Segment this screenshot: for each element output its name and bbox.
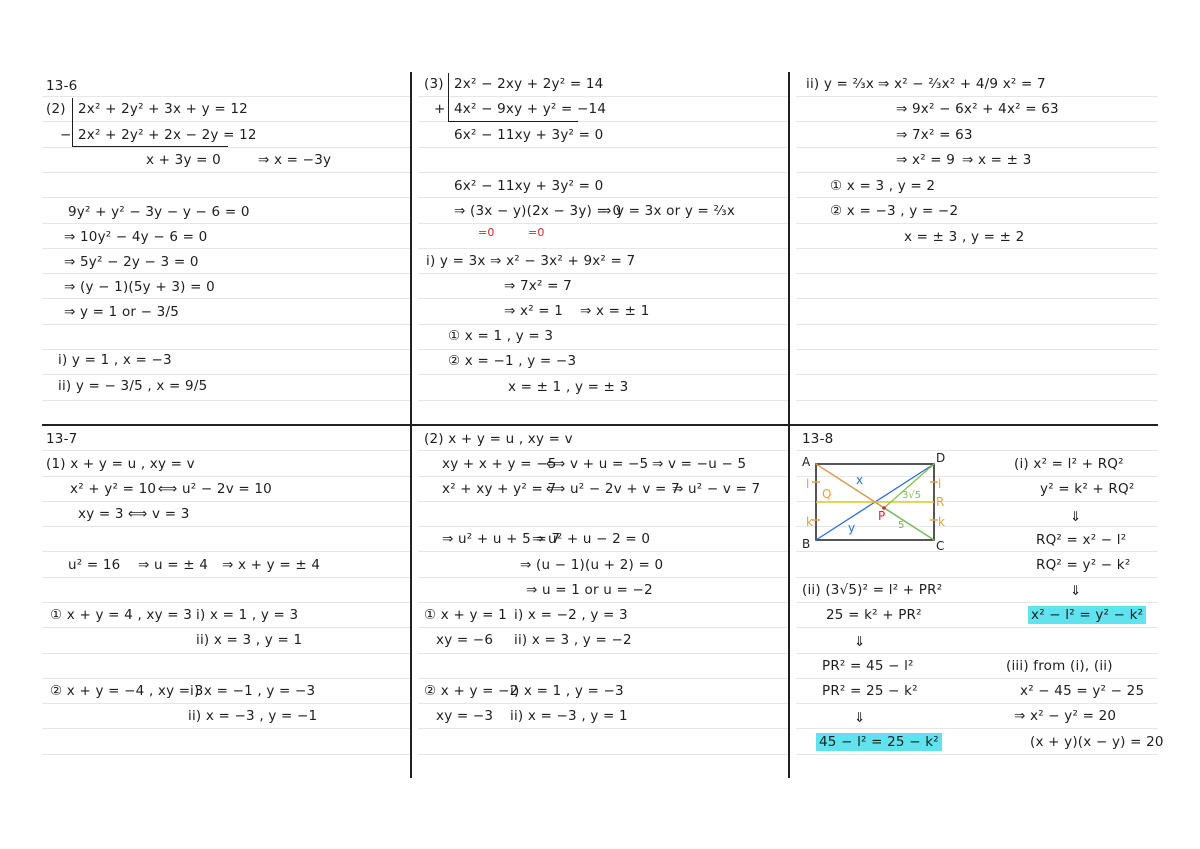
- math-line: ⇒ (u − 1)(u + 2) = 0: [520, 557, 664, 573]
- section-label-13-7: 13-7: [46, 431, 78, 447]
- math-line: x = ± 3 , y = ± 2: [904, 229, 1025, 245]
- vertex-label: B: [802, 537, 811, 551]
- math-line: ⇓: [854, 634, 866, 650]
- ruled-line: [418, 400, 788, 401]
- ruled-line: [42, 248, 410, 249]
- math-line: 2x² + 2y² + 2x − 2y = 12: [78, 127, 257, 143]
- math-line: ⇒ u = ± 4: [138, 557, 209, 573]
- math-line: PR² = 45 − l²: [822, 658, 914, 674]
- math-line: ⇓: [854, 710, 866, 726]
- math-line: x + 3y = 0: [146, 152, 221, 168]
- math-line: RQ² = x² − l²: [1036, 532, 1127, 548]
- math-line: xy = −3: [436, 708, 494, 724]
- math-line: xy + x + y = −5: [442, 456, 557, 472]
- math-line: ⇒ 10y² − 4y − 6 = 0: [64, 229, 208, 245]
- math-line: ① x = 3 , y = 2: [830, 178, 936, 194]
- ruled-line: [418, 526, 788, 527]
- highlighted-result: 45 − l² = 25 − k²: [816, 733, 942, 751]
- ruled-line: [42, 96, 410, 97]
- math-line: ⟺ v + u = −5: [546, 456, 649, 472]
- math-line: ⇒ x + y = ± 4: [222, 557, 321, 573]
- ruled-line: [42, 374, 410, 375]
- ruled-line: [796, 653, 1158, 654]
- math-line: (3): [424, 76, 444, 92]
- math-line: ⇒ x² = 1: [504, 303, 564, 319]
- segment-label: l: [938, 477, 942, 491]
- math-line: ⇒ y = 1 or − 3/5: [64, 304, 179, 320]
- ruled-line: [796, 703, 1158, 704]
- ruled-line: [42, 627, 410, 628]
- ruled-line: [796, 349, 1158, 350]
- math-line: 6x² − 11xy + 3y² = 0: [454, 127, 604, 143]
- math-line: 25 = k² + PR²: [826, 607, 922, 623]
- math-line: ⇒ x² = 9: [896, 152, 956, 168]
- math-line: ② x + y = −4 , xy = 3: [50, 683, 204, 699]
- ruled-line: [418, 653, 788, 654]
- ruled-line: [796, 223, 1158, 224]
- math-line: 2x² + 2y² + 3x + y = 12: [78, 101, 248, 117]
- segment-label: x: [856, 473, 864, 487]
- ruled-line: [42, 551, 410, 552]
- math-line: ⇒ x = ± 1: [580, 303, 650, 319]
- math-line: ① x + y = 1: [424, 607, 507, 623]
- math-line: (1) x + y = u , xy = v: [46, 456, 195, 472]
- math-line: −: [60, 127, 72, 143]
- math-line: i) x = −1 , y = −3: [190, 683, 316, 699]
- segment-label: l: [806, 477, 810, 491]
- bracket-bar: [448, 73, 449, 121]
- math-line: 2x² − 2xy + 2y² = 14: [454, 76, 604, 92]
- math-line: 4x² − 9xy + y² = −14: [454, 101, 607, 117]
- math-line: i) x = 1 , y = 3: [196, 607, 299, 623]
- ruled-line: [418, 298, 788, 299]
- math-line: ii) y = ⅔x: [806, 76, 875, 92]
- math-line: y² = k² + RQ²: [1040, 481, 1135, 497]
- ruled-line: [796, 298, 1158, 299]
- math-line: ⇒ u² − v = 7: [672, 481, 761, 497]
- math-line: u² = 16: [68, 557, 121, 573]
- ruled-line: [42, 273, 410, 274]
- ruled-line: [418, 551, 788, 552]
- math-line: ⟺ u² − 2v = 10: [158, 481, 272, 497]
- segment-label: k: [806, 515, 813, 529]
- math-line: ii) x = −3 , y = 1: [510, 708, 628, 724]
- ruled-line: [796, 400, 1158, 401]
- ruled-line: [796, 754, 1158, 755]
- math-line: i) x = 1 , y = −3: [510, 683, 624, 699]
- section-label-13-6: 13-6: [46, 78, 78, 94]
- rectangle-diagram: [798, 452, 978, 552]
- math-line: RQ² = y² − k²: [1036, 557, 1131, 573]
- ruled-line: [418, 450, 788, 451]
- math-line: (iii) from (i), (ii): [1006, 658, 1113, 674]
- math-line: ⇒ (y − 1)(5y + 3) = 0: [64, 279, 215, 295]
- math-line: ⇒ u = 1 or u = −2: [526, 582, 653, 598]
- vertex-label: A: [802, 455, 811, 469]
- ruled-line: [418, 754, 788, 755]
- bracket-bar: [72, 98, 73, 146]
- math-line: 6x² − 11xy + 3y² = 0: [454, 178, 604, 194]
- math-line: ② x = −3 , y = −2: [830, 203, 959, 219]
- sum-underline: [72, 146, 228, 147]
- math-line: ⇒ x² − y² = 20: [1014, 708, 1117, 724]
- math-line: ii) y = − 3/5 , x = 9/5: [58, 378, 208, 394]
- ruled-line: [418, 172, 788, 173]
- ruled-line: [42, 400, 410, 401]
- ruled-line: [796, 273, 1158, 274]
- math-line: PR² = 25 − k²: [822, 683, 918, 699]
- math-line: xy = −6: [436, 632, 494, 648]
- vertex-label: D: [936, 452, 946, 465]
- ruled-line: [42, 223, 410, 224]
- math-line: ⇒ x² − ⅔x² + 4/9 x² = 7: [878, 76, 1046, 92]
- math-line: ⇒ 5y² − 2y − 3 = 0: [64, 254, 199, 270]
- ruled-line: [418, 273, 788, 274]
- math-line: ⇓: [1070, 583, 1082, 599]
- math-line: x = ± 1 , y = ± 3: [508, 379, 629, 395]
- math-line: ⇒ (3x − y)(2x − 3y) = 0: [454, 203, 622, 219]
- ruled-line: [796, 121, 1158, 122]
- math-line: x² − 45 = y² − 25: [1020, 683, 1145, 699]
- ruled-line: [42, 703, 410, 704]
- ruled-line: [418, 374, 788, 375]
- vertex-label: Q: [822, 487, 832, 501]
- ruled-line: [796, 678, 1158, 679]
- ruled-line: [42, 602, 410, 603]
- ruled-line: [42, 197, 410, 198]
- ruled-line: [42, 298, 410, 299]
- ruled-line: [796, 374, 1158, 375]
- math-line: ⇓: [1070, 509, 1082, 525]
- segment-label: 5: [898, 520, 905, 531]
- ruled-line: [42, 754, 410, 755]
- ruled-line: [796, 147, 1158, 148]
- math-line: ⇒ 7x² = 63: [896, 127, 973, 143]
- math-line: ii) x = 3 , y = 1: [196, 632, 303, 648]
- math-line: ⟺ v = 3: [128, 506, 190, 522]
- math-line: ② x = −1 , y = −3: [448, 353, 577, 369]
- math-line: x² + xy + y² = 7: [442, 481, 557, 497]
- math-line: ① x + y = 4 , xy = 3: [50, 607, 193, 623]
- highlighted-result: x² − l² = y² − k²: [1028, 606, 1146, 624]
- vertex-label: C: [936, 539, 945, 552]
- ruled-line: [796, 627, 1158, 628]
- ruled-line: [42, 678, 410, 679]
- math-line: ⇒ u² + u + 5 = 7: [442, 531, 561, 547]
- math-line: ⇒ v = −u − 5: [652, 456, 747, 472]
- ruled-line: [796, 324, 1158, 325]
- math-line: ② x + y = −2: [424, 683, 519, 699]
- ruled-line: [796, 96, 1158, 97]
- ruled-line: [418, 96, 788, 97]
- ruled-line: [796, 197, 1158, 198]
- math-line: ii) x = −3 , y = −1: [188, 708, 318, 724]
- ruled-line: [418, 627, 788, 628]
- ruled-line: [42, 577, 410, 578]
- math-line: (ii) (3√5)² = l² + PR²: [802, 582, 943, 598]
- ruled-line: [418, 577, 788, 578]
- ruled-line: [42, 324, 410, 325]
- ruled-line: [418, 223, 788, 224]
- sum-underline: [448, 121, 578, 122]
- math-line: (2): [46, 101, 66, 117]
- segment-label: k: [938, 515, 945, 529]
- annotation-zero: =0: [478, 226, 495, 239]
- math-line: (2) x + y = u , xy = v: [424, 431, 573, 447]
- math-line: i) x = −2 , y = 3: [514, 607, 628, 623]
- ruled-line: [42, 172, 410, 173]
- ruled-line: [42, 121, 410, 122]
- ruled-line: [42, 147, 410, 148]
- math-line: ⇒ y = 3x or y = ⅔x: [600, 203, 736, 219]
- ruled-line: [418, 678, 788, 679]
- segment-label: 3√5: [902, 490, 922, 501]
- math-line: ⇒ 9x² − 6x² + 4x² = 63: [896, 101, 1059, 117]
- ruled-line: [796, 728, 1158, 729]
- ruled-line: [42, 653, 410, 654]
- math-line: ⇒ 7x² = 7: [504, 278, 572, 294]
- vertex-label: R: [936, 495, 945, 509]
- math-line: ⇒ x = −3y: [258, 152, 332, 168]
- row-divider: [42, 424, 1158, 426]
- ruled-line: [418, 728, 788, 729]
- ruled-line: [418, 248, 788, 249]
- ruled-line: [796, 577, 1158, 578]
- ruled-line: [796, 172, 1158, 173]
- ruled-line: [418, 602, 788, 603]
- ruled-line: [42, 728, 410, 729]
- ruled-line: [418, 324, 788, 325]
- ruled-line: [418, 501, 788, 502]
- ruled-line: [42, 501, 410, 502]
- math-line: +: [434, 101, 446, 117]
- segment-label: y: [848, 521, 856, 535]
- math-line: (i) x² = l² + RQ²: [1014, 456, 1124, 472]
- ruled-line: [418, 703, 788, 704]
- math-line: xy = 3: [78, 506, 124, 522]
- ruled-line: [418, 476, 788, 477]
- math-line: 9y² + y² − 3y − y − 6 = 0: [68, 204, 250, 220]
- math-line: i) y = 1 , x = −3: [58, 352, 172, 368]
- math-line: ii) x = 3 , y = −2: [514, 632, 632, 648]
- ruled-line: [796, 248, 1158, 249]
- math-line: ⇒ x = ± 3: [962, 152, 1032, 168]
- annotation-zero: =0: [528, 226, 545, 239]
- ruled-line: [796, 602, 1158, 603]
- section-label-13-8: 13-8: [802, 431, 834, 447]
- ruled-line: [418, 349, 788, 350]
- math-line: x² + y² = 10: [70, 481, 157, 497]
- ruled-line: [42, 349, 410, 350]
- math-line: ① x = 1 , y = 3: [448, 328, 554, 344]
- ruled-line: [418, 197, 788, 198]
- ruled-line: [418, 147, 788, 148]
- vertex-label: P: [878, 509, 886, 523]
- math-line: ⟺ u² − 2v + v = 7: [546, 481, 680, 497]
- ruled-line: [42, 526, 410, 527]
- ruled-line: [796, 450, 1158, 451]
- math-line: i) y = 3x ⇒ x² − 3x² + 9x² = 7: [426, 253, 636, 269]
- math-line: (x + y)(x − y) = 20: [1030, 734, 1164, 750]
- math-line: ⇒ u² + u − 2 = 0: [532, 531, 651, 547]
- ruled-line: [42, 476, 410, 477]
- ruled-line: [42, 450, 410, 451]
